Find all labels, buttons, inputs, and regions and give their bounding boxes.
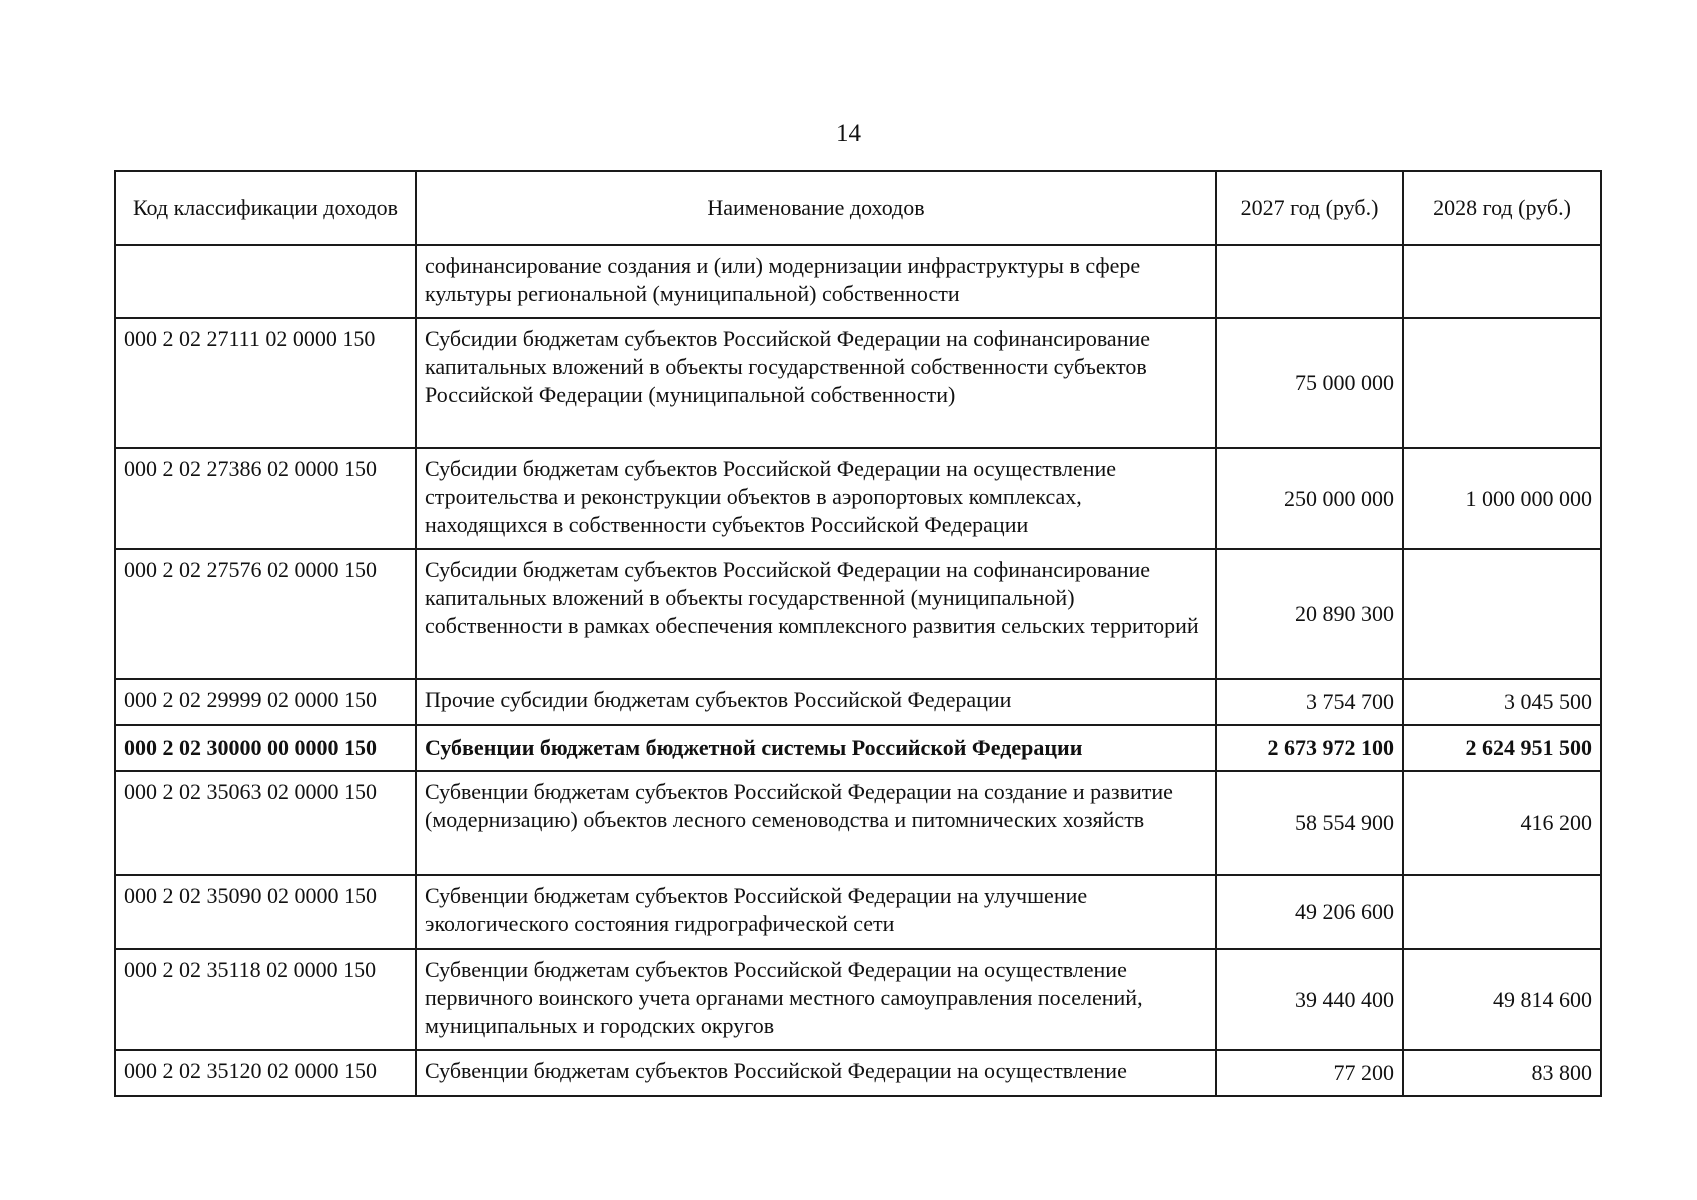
header-code: Код классификации доходов (115, 171, 416, 245)
row-name: Субсидии бюджетам субъектов Российской Федерации на софинансирование капитальных вложений в объекты государственной собственности субъектов Российской Федерации (муниципальной собственности) (416, 318, 1216, 448)
row-2028: 49 814 600 (1403, 949, 1601, 1050)
row-code: 000 2 02 35063 02 0000 150 (115, 771, 416, 875)
table-header (115, 171, 1601, 245)
row-code: 000 2 02 29999 02 0000 150 (115, 679, 416, 725)
row-2027: 49 206 600 (1216, 875, 1403, 949)
row-2028: 1 000 000 000 (1403, 448, 1601, 549)
row-2028 (1403, 245, 1601, 318)
row-2027: 77 200 (1216, 1050, 1403, 1096)
header-row (115, 171, 1601, 245)
table-row (115, 549, 1601, 679)
table-row (115, 1050, 1601, 1096)
row-code: 000 2 02 35120 02 0000 150 (115, 1050, 416, 1096)
row-code: 000 2 02 30000 00 0000 150 (115, 725, 416, 771)
table-row (115, 448, 1601, 549)
row-name: Субвенции бюджетам субъектов Российской Федерации на создание и развитие (модернизацию) объектов лесного семеноводства и питомнических хозяйств (416, 771, 1216, 875)
table-row (115, 771, 1601, 875)
row-code (115, 245, 416, 318)
row-code: 000 2 02 27576 02 0000 150 (115, 549, 416, 679)
row-2027: 39 440 400 (1216, 949, 1403, 1050)
table-row (115, 949, 1601, 1050)
row-name: Субсидии бюджетам субъектов Российской Федерации на осуществление строительства и реконструкции объектов в аэропортовых комплексах, находящихся в собственности субъектов Российской Федерации (416, 448, 1216, 549)
row-name: Субвенции бюджетам субъектов Российской Федерации на улучшение экологического состояния гидрографической сети (416, 875, 1216, 949)
row-code: 000 2 02 27111 02 0000 150 (115, 318, 416, 448)
header-name: Наименование доходов (416, 171, 1216, 245)
header-2027: 2027 год (руб.) (1216, 171, 1403, 245)
row-2027: 2 673 972 100 (1216, 725, 1403, 771)
row-name: Субвенции бюджетам субъектов Российской Федерации на осуществление первичного воинского учета органами местного самоуправления поселений, муниципальных и городских округов (416, 949, 1216, 1050)
row-2027: 20 890 300 (1216, 549, 1403, 679)
row-2028: 416 200 (1403, 771, 1601, 875)
row-2028 (1403, 875, 1601, 949)
row-name: Прочие субсидии бюджетам субъектов Российской Федерации (416, 679, 1216, 725)
row-2027: 75 000 000 (1216, 318, 1403, 448)
row-code: 000 2 02 27386 02 0000 150 (115, 448, 416, 549)
page-number: 14 (836, 120, 861, 147)
header-2028: 2028 год (руб.) (1403, 171, 1601, 245)
row-2028: 3 045 500 (1403, 679, 1601, 725)
row-name: Субвенции бюджетам бюджетной системы Российской Федерации (416, 725, 1216, 771)
row-name: софинансирование создания и (или) модернизации инфраструктуры в сфере культуры региональной (муниципальной) собственности (416, 245, 1216, 318)
table-row-subtotal (115, 725, 1601, 771)
table-row (115, 245, 1601, 318)
table-row (115, 318, 1601, 448)
table-row (115, 875, 1601, 949)
row-code: 000 2 02 35118 02 0000 150 (115, 949, 416, 1050)
row-name: Субвенции бюджетам субъектов Российской Федерации на осуществление (416, 1050, 1216, 1096)
row-2028 (1403, 549, 1601, 679)
table-row (115, 679, 1601, 725)
row-2027 (1216, 245, 1403, 318)
row-name: Субсидии бюджетам субъектов Российской Федерации на софинансирование капитальных вложений в объекты государственной (муниципальной) собственности в рамках обеспечения комплексного развития сельских территорий (416, 549, 1216, 679)
row-2027: 250 000 000 (1216, 448, 1403, 549)
table-body (115, 245, 1601, 1096)
row-2028: 83 800 (1403, 1050, 1601, 1096)
row-2028: 2 624 951 500 (1403, 725, 1601, 771)
row-2027: 3 754 700 (1216, 679, 1403, 725)
row-code: 000 2 02 35090 02 0000 150 (115, 875, 416, 949)
row-2027: 58 554 900 (1216, 771, 1403, 875)
revenue-table (114, 170, 1602, 1097)
row-2028 (1403, 318, 1601, 448)
